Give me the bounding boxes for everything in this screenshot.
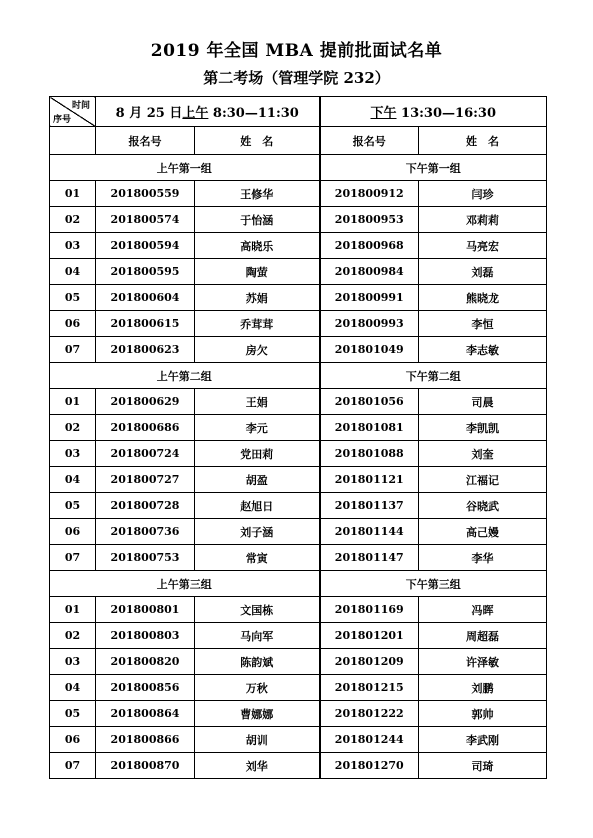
pm-name: 熊晓龙 [419, 285, 547, 311]
am-regno: 201800728 [96, 493, 195, 519]
table-row [50, 519, 547, 545]
am-regno: 201800574 [96, 207, 195, 233]
seq-number: 03 [50, 233, 96, 259]
blank-header-cell [50, 127, 96, 155]
pm-name: 李华 [419, 545, 547, 571]
pm-regno: 201801137 [320, 493, 419, 519]
am-regno: 201800801 [96, 597, 195, 623]
seq-number: 02 [50, 207, 96, 233]
am-name: 乔茸茸 [195, 311, 320, 337]
am-name: 曹娜娜 [195, 701, 320, 727]
am-name: 赵旭日 [195, 493, 320, 519]
pm-regno: 201800993 [320, 311, 419, 337]
am-regno: 201800856 [96, 675, 195, 701]
am-name: 苏娟 [195, 285, 320, 311]
pm-regno: 201801144 [320, 519, 419, 545]
pm-name: 闫珍 [419, 181, 547, 207]
pm-regno: 201801244 [320, 727, 419, 753]
pm-regno: 201800984 [320, 259, 419, 285]
table-row [50, 389, 547, 415]
seq-number: 02 [50, 623, 96, 649]
seq-number: 01 [50, 181, 96, 207]
seq-number: 02 [50, 415, 96, 441]
group-header-row [50, 363, 547, 389]
seq-number: 03 [50, 441, 96, 467]
pm-group-title: 下午第二组 [320, 363, 547, 389]
corner-cell [50, 97, 96, 127]
table-row [50, 493, 547, 519]
pm-name: 刘鹏 [419, 675, 547, 701]
am-name: 胡训 [195, 727, 320, 753]
pm-regno: 201801169 [320, 597, 419, 623]
pm-regno: 201801270 [320, 753, 419, 779]
pm-regno: 201801088 [320, 441, 419, 467]
pm-regno: 201801201 [320, 623, 419, 649]
pm-name: 高己嫚 [419, 519, 547, 545]
am-regno: 201800820 [96, 649, 195, 675]
pm-name: 马亮宏 [419, 233, 547, 259]
table-row [50, 311, 547, 337]
pm-name: 冯晖 [419, 597, 547, 623]
am-regno: 201800864 [96, 701, 195, 727]
table-row [50, 623, 547, 649]
interview-schedule-table [49, 96, 547, 779]
am-regno: 201800594 [96, 233, 195, 259]
pm-group-title: 下午第三组 [320, 571, 547, 597]
seq-number: 05 [50, 285, 96, 311]
am-regno: 201800629 [96, 389, 195, 415]
table-row [50, 753, 547, 779]
pm-name: 李恒 [419, 311, 547, 337]
am-label: 上午 [182, 106, 209, 121]
pm-name: 李凯凯 [419, 415, 547, 441]
table-row [50, 337, 547, 363]
am-name: 文国栋 [195, 597, 320, 623]
am-name: 常寅 [195, 545, 320, 571]
pm-name: 江福记 [419, 467, 547, 493]
pm-name: 司琦 [419, 753, 547, 779]
page-subtitle: 第二考场（管理学院 232） [203, 69, 390, 87]
pm-label: 下午 [370, 106, 397, 121]
pm-name: 邓莉莉 [419, 207, 547, 233]
seq-number: 05 [50, 493, 96, 519]
pm-regno: 201801121 [320, 467, 419, 493]
am-name: 于怡涵 [195, 207, 320, 233]
am-regno: 201800870 [96, 753, 195, 779]
am-regno: 201800803 [96, 623, 195, 649]
am-name: 马向军 [195, 623, 320, 649]
pm-regno: 201801081 [320, 415, 419, 441]
seq-number: 04 [50, 259, 96, 285]
seq-number: 03 [50, 649, 96, 675]
am-name: 王娟 [195, 389, 320, 415]
pm-name-header: 姓 名 [419, 127, 547, 155]
table-row [50, 441, 547, 467]
pm-name: 谷晓武 [419, 493, 547, 519]
seq-number: 07 [50, 337, 96, 363]
am-regno: 201800559 [96, 181, 195, 207]
am-group-title: 上午第二组 [50, 363, 320, 389]
pm-regno: 201800912 [320, 181, 419, 207]
seq-number: 04 [50, 675, 96, 701]
am-name: 王修华 [195, 181, 320, 207]
am-regno: 201800866 [96, 727, 195, 753]
am-regno: 201800595 [96, 259, 195, 285]
corner-seq-label: 序号 [53, 115, 72, 125]
am-regno: 201800615 [96, 311, 195, 337]
page-title: 2019 年全国 MBA 提前批面试名单 [150, 41, 443, 61]
table-row [50, 467, 547, 493]
group-header-row [50, 155, 547, 181]
am-name: 陶萤 [195, 259, 320, 285]
table-row [50, 181, 547, 207]
table-row [50, 545, 547, 571]
pm-name: 许泽敏 [419, 649, 547, 675]
am-regno: 201800724 [96, 441, 195, 467]
pm-regno: 201801215 [320, 675, 419, 701]
seq-number: 06 [50, 311, 96, 337]
am-name-header: 姓 名 [195, 127, 320, 155]
am-regno: 201800686 [96, 415, 195, 441]
am-name: 刘子涵 [195, 519, 320, 545]
pm-regno: 201801049 [320, 337, 419, 363]
table-row [50, 727, 547, 753]
pm-regno: 201801056 [320, 389, 419, 415]
am-name: 陈韵斌 [195, 649, 320, 675]
table-row [50, 675, 547, 701]
table-row [50, 285, 547, 311]
pm-name: 周超磊 [419, 623, 547, 649]
table-row [50, 259, 547, 285]
seq-number: 05 [50, 701, 96, 727]
pm-time: 13:30—16:30 [401, 106, 497, 121]
pm-name: 刘磊 [419, 259, 547, 285]
am-group-title: 上午第三组 [50, 571, 320, 597]
seq-number: 06 [50, 519, 96, 545]
seq-number: 04 [50, 467, 96, 493]
am-regno: 201800727 [96, 467, 195, 493]
am-name: 万秋 [195, 675, 320, 701]
am-regno-header: 报名号 [96, 127, 195, 155]
seq-number: 07 [50, 545, 96, 571]
pm-regno: 201801147 [320, 545, 419, 571]
am-name: 高晓乐 [195, 233, 320, 259]
table-row [50, 701, 547, 727]
pm-regno: 201800991 [320, 285, 419, 311]
am-name: 房欠 [195, 337, 320, 363]
table-row [50, 415, 547, 441]
seq-number: 06 [50, 727, 96, 753]
pm-regno-header: 报名号 [320, 127, 419, 155]
pm-name: 李志敏 [419, 337, 547, 363]
pm-group-title: 下午第一组 [320, 155, 547, 181]
table-row [50, 649, 547, 675]
pm-name: 李武刚 [419, 727, 547, 753]
am-date: 8 月 25 日 [115, 106, 183, 121]
am-name: 党田莉 [195, 441, 320, 467]
group-header-row [50, 571, 547, 597]
am-name: 李元 [195, 415, 320, 441]
pm-regno: 201801222 [320, 701, 419, 727]
am-regno: 201800604 [96, 285, 195, 311]
am-regno: 201800753 [96, 545, 195, 571]
am-name: 胡盈 [195, 467, 320, 493]
pm-regno: 201800968 [320, 233, 419, 259]
am-regno: 201800623 [96, 337, 195, 363]
time-header-row [50, 97, 547, 127]
pm-time-header [320, 97, 547, 127]
corner-time-label: 时间 [71, 101, 90, 111]
column-header-row [50, 127, 547, 155]
seq-number: 07 [50, 753, 96, 779]
seq-number: 01 [50, 597, 96, 623]
pm-name: 刘奎 [419, 441, 547, 467]
am-regno: 201800736 [96, 519, 195, 545]
table-row [50, 597, 547, 623]
am-name: 刘华 [195, 753, 320, 779]
pm-regno: 201800953 [320, 207, 419, 233]
am-time: 8:30—11:30 [212, 106, 299, 121]
am-group-title: 上午第一组 [50, 155, 320, 181]
pm-name: 郭帅 [419, 701, 547, 727]
am-time-header [96, 97, 320, 127]
seq-number: 01 [50, 389, 96, 415]
table-row [50, 233, 547, 259]
table-row [50, 207, 547, 233]
pm-regno: 201801209 [320, 649, 419, 675]
pm-name: 司晨 [419, 389, 547, 415]
